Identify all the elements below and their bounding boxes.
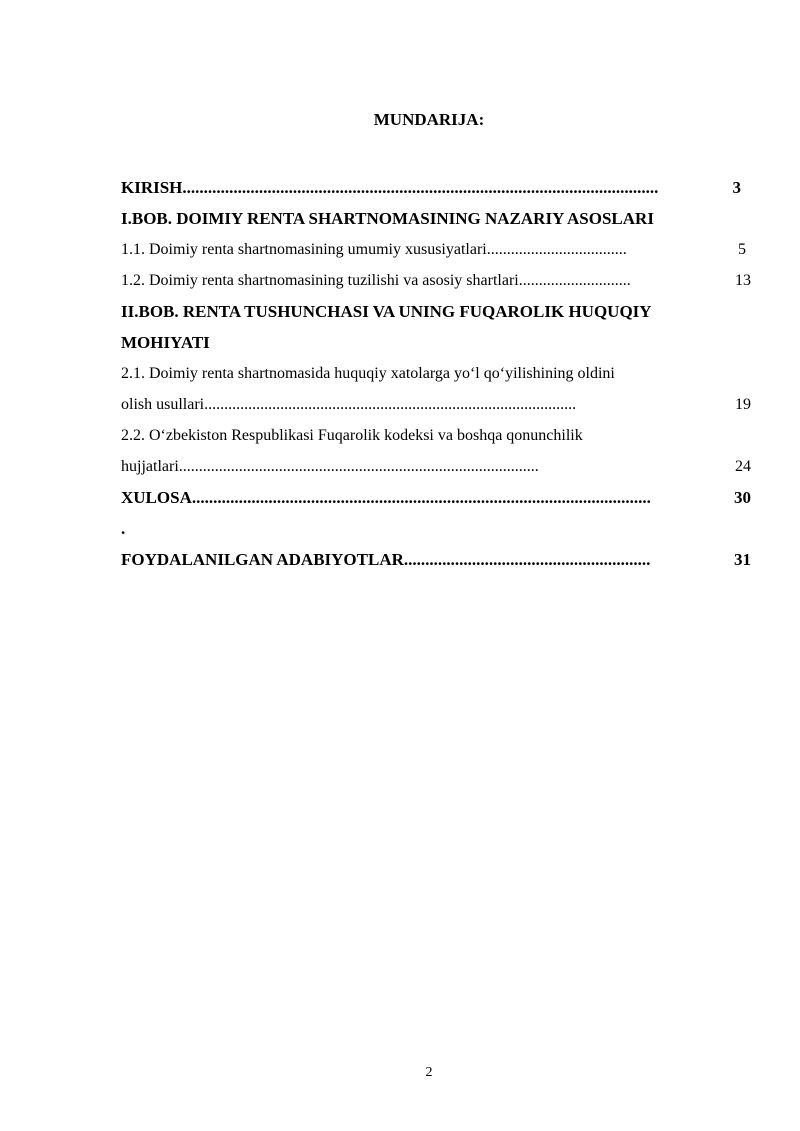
toc-entry-page: 30 bbox=[734, 488, 751, 507]
toc-section-2-2 bbox=[121, 420, 751, 451]
toc-entry-kirish bbox=[121, 172, 751, 203]
toc-title: MUNDARIJA: bbox=[373, 110, 485, 129]
toc-entry-text: 2.1. Doimiy renta shartnomasida huquqiy xatolarga yo‘l qo‘yilishining oldini bbox=[121, 365, 615, 382]
toc-entry-page: 3 bbox=[732, 178, 741, 197]
toc-entry-text: MOHIYATI bbox=[121, 333, 210, 352]
toc-entry-foydalanilgan bbox=[121, 544, 751, 575]
toc-section-1-2 bbox=[121, 265, 751, 296]
toc-entry-text: 1.1. Doimiy renta shartnomasining umumiy xususiyatlari................................... bbox=[121, 241, 627, 258]
toc-entry-text: olish usullari............................................................................................. bbox=[121, 396, 577, 413]
toc-section-1-1 bbox=[121, 234, 751, 265]
toc-entry-text: KIRISH................................................................................................................ bbox=[121, 178, 659, 197]
toc-entry-text: 1.2. Doimiy renta shartnomasining tuzilishi va asosiy shartlari............................ bbox=[121, 272, 631, 289]
toc-entry-text: hujjatlari.......................................................................................... bbox=[121, 458, 539, 475]
toc-entry-text: FOYDALANILGAN ADABIYOTLAR.......................................................... bbox=[121, 550, 651, 569]
toc-entry-page: 24 bbox=[735, 458, 751, 475]
toc-entry-page: 19 bbox=[735, 396, 751, 413]
page-number: 2 bbox=[425, 1065, 433, 1080]
toc-chapter-1 bbox=[121, 203, 751, 234]
toc-entry-page: 13 bbox=[735, 272, 751, 289]
toc-chapter-2 bbox=[121, 296, 751, 327]
toc-entry-page: 31 bbox=[734, 550, 751, 569]
toc-section-2-1 bbox=[121, 358, 751, 389]
toc-section-2-2-continued bbox=[121, 451, 751, 482]
toc-chapter-2-continued bbox=[121, 327, 751, 358]
toc-entry-text: II.BOB. RENTA TUSHUNCHASI VA UNING FUQAROLIK HUQUQIY bbox=[121, 302, 652, 321]
toc-section-2-1-continued bbox=[121, 389, 751, 420]
toc-entry-page: 5 bbox=[738, 241, 746, 258]
toc-entry-xulosa bbox=[121, 482, 751, 513]
stray-dot: . bbox=[121, 519, 126, 538]
toc-entry-text: I.BOB. DOIMIY RENTA SHARTNOMASINING NAZARIY ASOSLARI bbox=[121, 209, 654, 228]
toc-entry-text: XULOSA............................................................................................................ bbox=[121, 488, 651, 507]
table-of-contents bbox=[121, 172, 751, 575]
toc-entry-text: 2.2. O‘zbekiston Respublikasi Fuqarolik kodeksi va boshqa qonunchilik bbox=[121, 427, 583, 444]
toc-stray-dot-line bbox=[121, 513, 751, 544]
